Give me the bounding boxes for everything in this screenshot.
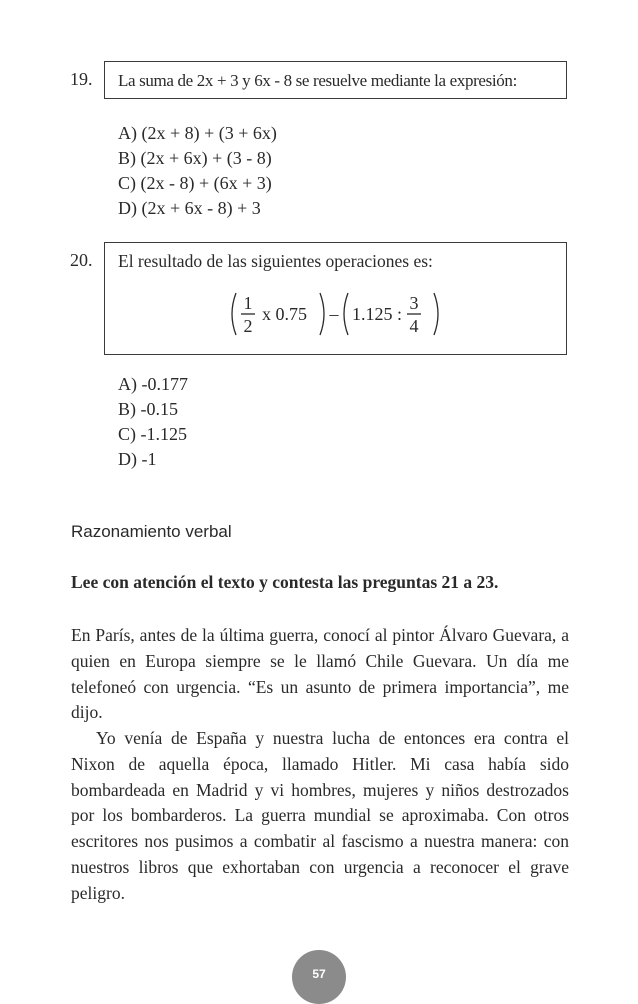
- page-number: 57: [312, 967, 326, 981]
- section-title: Razonamiento verbal: [71, 522, 232, 541]
- formula-value: 1.125 :: [351, 304, 402, 324]
- right-paren-2: [434, 293, 438, 335]
- formula-graphic: [226, 289, 446, 339]
- question-20-option-c: C) -1.125: [118, 424, 187, 444]
- formula-minus: –: [329, 304, 338, 324]
- left-paren-1: [232, 293, 236, 335]
- frac1-numerator: 1: [243, 293, 252, 313]
- question-19-option-d: D) (2x + 6x - 8) + 3: [118, 198, 261, 218]
- frac1-denominator: 2: [243, 316, 252, 336]
- question-20-formula: [105, 289, 566, 339]
- question-19-box: [104, 61, 567, 99]
- question-19-option-c: C) (2x - 8) + (6x + 3): [118, 173, 272, 193]
- question-20-box: [104, 242, 567, 355]
- paragraph-2: Yo venía de España y nuestra lucha de entonces era contra el Nixon de aquella época, llamado Hitler. Mi casa había sido bombardeada en Madrid y vi hombres, mujeres y niños destrozados por los bombarderos. La guerra mundial se aproximaba. Con otros escritores nos pusimos a combatir al fascismo a nuestra manera: con nuestros libros que exhortaban con urgencia a reconocer el grave peligro.: [71, 728, 569, 903]
- frac2-denominator: 4: [409, 316, 418, 336]
- paragraph-1: En París, antes de la última guerra, conocí al pintor Álvaro Guevara, a quien en Europa siempre se le llamó Chile Guevara. Un día me telefoneó con urgencia. “Es un asunto de primera importancia”, me dijo.: [71, 625, 569, 723]
- question-19-option-b: B) (2x + 6x) + (3 - 8): [118, 148, 272, 168]
- question-20-number: 20.: [70, 250, 93, 270]
- page-number-badge: [292, 950, 346, 1004]
- formula-multiplication: x 0.75: [261, 304, 307, 324]
- right-paren-1: [320, 293, 324, 335]
- question-19-option-a: A) (2x + 8) + (3 + 6x): [118, 123, 277, 143]
- question-20-option-a: A) -0.177: [118, 374, 188, 394]
- left-paren-2: [344, 293, 348, 335]
- question-20-option-b: B) -0.15: [118, 399, 178, 419]
- question-19-number: 19.: [70, 69, 93, 89]
- reading-instruction: Lee con atención el texto y contesta las preguntas 21 a 23.: [71, 572, 499, 592]
- question-20-statement: El resultado de las siguientes operaciones es:: [118, 251, 433, 271]
- question-20-option-d: D) -1: [118, 449, 157, 469]
- frac2-numerator: 3: [409, 293, 418, 313]
- question-19-statement: La suma de 2x + 3 y 6x - 8 se resuelve mediante la expresión:: [118, 71, 517, 90]
